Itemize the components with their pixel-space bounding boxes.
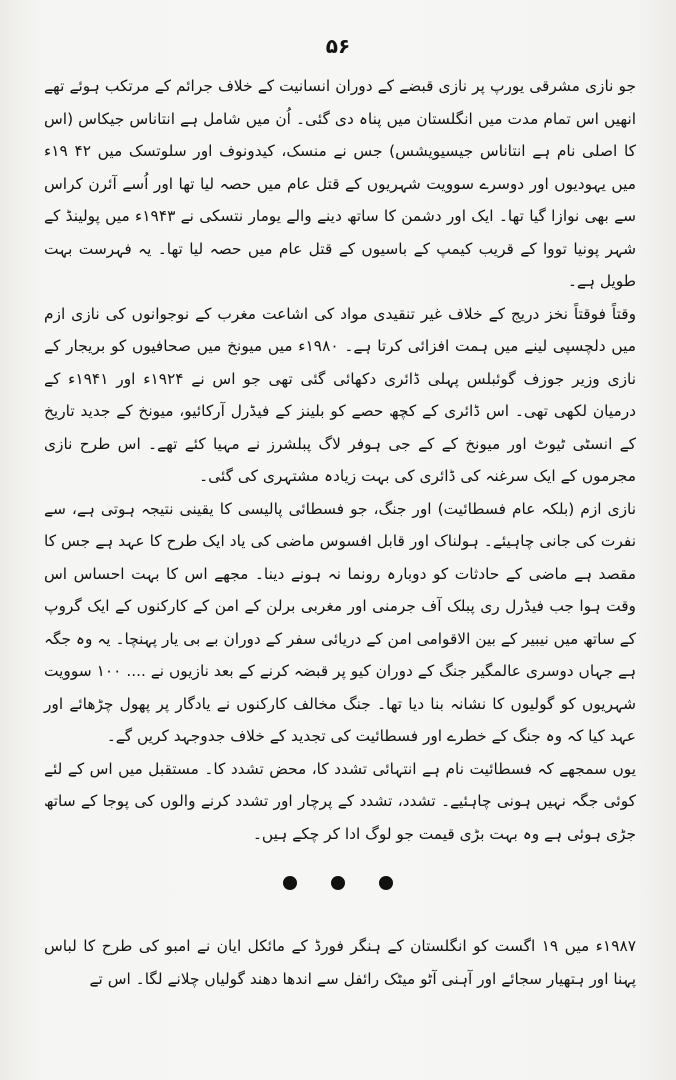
page-number: ۵۶ <box>325 34 351 58</box>
next-section-text: ۱۹۸۷ء میں ۱۹ اگست کو انگلستان کے ہنگر فورڈ کے مائکل ایان نے امبو کی طرح کا لباس پہنا اور ہتھیار سجائے اور آہنی آٹو میٹک رائفل سے اندھا دھند گولیاں چلانے لگا۔ اس تے <box>44 937 636 988</box>
separator-dot <box>379 876 393 890</box>
separator-dot <box>283 876 297 890</box>
section-separator <box>0 876 676 890</box>
paragraph-4: یوں سمجھے کہ فسطائیت نام ہے انتہائی تشدد کا، محض تشدد کا۔ مستقبل میں اس کے لئے کوئی جگہ نہیں ہونی چاہئیے۔ تشدد، تشدد کے پرچار اور تشدد کرنے والوں کی پوجا کے ساتھ جڑی ہوئی ہے وہ بہت بڑی قیمت جو لوگ ادا کر چکے ہیں۔ <box>44 759 636 843</box>
paragraph-3: نازی ازم (بلکہ عام فسطائیت) اور جنگ، جو فسطائی پالیسی کا یقینی نتیجہ ہوتی ہے، سے نفرت کی جانی چاہیئے۔ ہولناک اور قابل افسوس ماضی کی یاد ایک طرح کا عہد ہے جس کا مقصد ہے ماضی کے حادثات کو دوبارہ رونما نہ ہونے دینا۔ مجھے اس کا بہت احساس اس وقت ہوا جب فیڈرل ری پبلک آف جرمنی اور مغربی برلن کے امن کے کارکنوں کے ایک گروپ کے ساتھ میں نیبیر کے بین الاقوامی امن کے دریائی سفر کے دوران بے بی یار پہنچا۔ یہ وہ جگہ ہے جہاں دوسری عالمگیر جنگ کے دوران کیو پر قبضہ کرنے کے بعد نازیوں نے .... ۱۰۰ سوویت شہریوں کو گولیوں کا نشانہ بنا دیا تھا۔ جنگ مخالف کارکنوں نے یادگار پر پھول چڑھائے اور عہد کیا کہ وہ جنگ کے خطرے اور فسطائیت کی تجدید کے خلاف جدوجہد کریں گے۔ <box>44 499 636 745</box>
separator-dot <box>331 876 345 890</box>
main-text <box>44 70 636 850</box>
paragraph-2: وقتاً فوقتاً نخز دریج کے خلاف غیر تنقیدی مواد کی اشاعت مغرب کے نوجوانوں کی نازی ازم میں دلچسپی لینے میں ہمت افزائی کرتا ہے۔ ۱۹۸۰ء میں میونخ میں صحافیوں کو بریجار کے نازی وزیر جوزف گوئبلس پہلی ڈائری دکھائی گئی تھی جو اس نے ۱۹۲۴ء اور ۱۹۴۱ء کے درمیان لکھی تھی۔ اس ڈائری کے کچھ حصے کو بلینز کے فیڈرل آرکائیو، میونخ کے جدید تاریخ کے انسٹی ٹیوٹ اور میونخ کے کے جی ہوفر لاگ پبلشرز نے مہیا کئے تھے۔ اس طرح نازی مجرموں کے ایک سرغنہ کی ڈائری کی بہت زیادہ مشتہری کی گئی۔ <box>44 304 636 485</box>
paragraph-1: جو نازی مشرقی یورپ پر نازی قبضے کے دوران انسانیت کے خلاف جرائم کے مرتکب ہوئے تھے انھیں اس تمام مدت میں انگلستان میں پناہ دی گئی۔ اُن میں شامل ہے انتاناس جیکاس (اس کا اصلی نام ہے انتاناس جیسیویشس) جس نے منسک، کیدونوف اور سلوتسک میں ۴۲ ۱۹ء میں یہودیوں اور دوسرے سوویت شہریوں کے قتل عام میں حصہ لیا تھا اور اُسے آئرن کراس سے بھی نوازا گیا تھا۔ ایک اور دشمن کا ساتھ دینے والے یومار نتسکی نے ۱۹۴۳ء میں پولینڈ کے شہر پونیا تووا کے قریب کیمپ کے باسیوں کے قتل عام میں حصہ لیا تھا۔ یہ فہرست بہت طویل ہے۔ <box>44 77 636 290</box>
